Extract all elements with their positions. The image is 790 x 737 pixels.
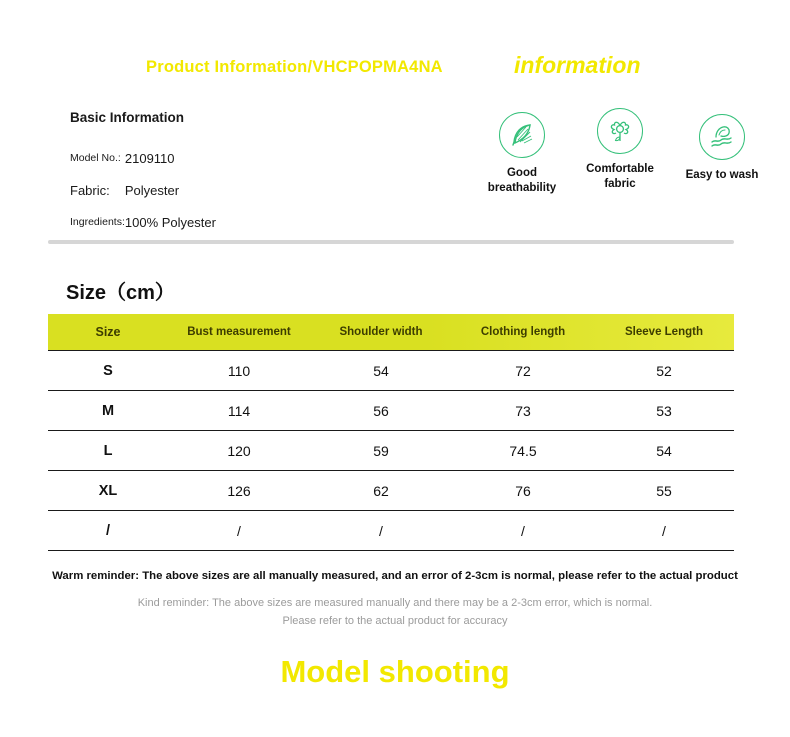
feature-badges xyxy=(470,108,770,218)
table-row xyxy=(48,511,734,551)
column-header-length: Clothing length xyxy=(480,326,566,338)
washing-hand-icon xyxy=(699,114,745,160)
feature-label xyxy=(470,166,574,196)
feature-good-breathability xyxy=(470,112,574,196)
column-header-sleeve: Sleeve Length xyxy=(625,326,703,338)
page-subtitle: information xyxy=(514,52,641,78)
warm-reminder-text: Warm reminder: The above sizes are all manually measured, and an error of 2-3cm is normal, please refer to the actual product xyxy=(52,570,738,582)
cell-bust: 126 xyxy=(168,471,310,511)
feature-comfortable-fabric xyxy=(568,108,672,192)
model-no-label: Model No.: xyxy=(70,152,121,164)
feature-label-line1: Easy to wash xyxy=(685,169,759,181)
feature-label-line2: breathability xyxy=(487,182,557,194)
cell-shoulder: / xyxy=(310,511,452,551)
ingredients-label: Ingredients: xyxy=(70,216,125,228)
column-header-bust: Bust measurement xyxy=(187,326,291,338)
cell-size: L xyxy=(48,431,168,471)
kind-reminder-line1: Kind reminder: The above sizes are measured manually and there may be a 2-3cm error, which is normal. xyxy=(137,597,653,609)
size-chart-table xyxy=(48,314,734,551)
cell-size: M xyxy=(48,391,168,431)
cell-length: / xyxy=(452,511,594,551)
column-header-size: Size xyxy=(95,325,121,339)
fabric-value: Polyester xyxy=(124,182,180,198)
cell-size: XL xyxy=(48,471,168,511)
cell-sleeve: 55 xyxy=(594,471,734,511)
kind-reminder-line2: Please refer to the actual product for accuracy xyxy=(282,615,508,627)
table-row xyxy=(70,142,216,174)
table-row xyxy=(70,174,216,206)
feature-label-line1: Comfortable xyxy=(586,163,654,175)
column-header-shoulder: Shoulder width xyxy=(339,326,423,338)
feature-easy-to-wash xyxy=(670,114,774,183)
kind-reminder-text xyxy=(0,594,790,630)
cell-size: / xyxy=(48,511,168,551)
section-divider xyxy=(48,240,734,244)
basic-information-table xyxy=(70,142,216,238)
table-row xyxy=(48,391,734,431)
cell-bust: / xyxy=(168,511,310,551)
cell-sleeve: 52 xyxy=(594,351,734,391)
feature-label xyxy=(568,162,672,192)
table-row xyxy=(70,206,216,238)
cell-sleeve: 53 xyxy=(594,391,734,431)
feather-breathability-icon xyxy=(499,112,545,158)
feature-label xyxy=(670,168,774,183)
size-section-title: Size（cm） xyxy=(66,282,175,304)
cell-shoulder: 56 xyxy=(310,391,452,431)
cotton-flower-fabric-icon xyxy=(597,108,643,154)
size-table-header-row xyxy=(48,314,734,351)
model-shooting-title: Model shooting xyxy=(280,654,510,689)
basic-information-heading: Basic Information xyxy=(70,110,185,125)
model-no-value: 2109110 xyxy=(124,150,175,166)
cell-bust: 120 xyxy=(168,431,310,471)
page-title: Product Information/VHCPOPMA4NA xyxy=(146,58,443,76)
fabric-label: Fabric: xyxy=(70,182,110,198)
feature-label-line2: fabric xyxy=(604,178,636,190)
cell-sleeve: / xyxy=(594,511,734,551)
table-row xyxy=(48,351,734,391)
cell-length: 72 xyxy=(452,351,594,391)
cell-bust: 110 xyxy=(168,351,310,391)
cell-size: S xyxy=(48,351,168,391)
cell-bust: 114 xyxy=(168,391,310,431)
page-header xyxy=(0,28,790,78)
table-row xyxy=(48,471,734,511)
ingredients-value: 100% Polyester xyxy=(124,214,216,230)
table-row xyxy=(48,431,734,471)
cell-sleeve: 54 xyxy=(594,431,734,471)
cell-shoulder: 54 xyxy=(310,351,452,391)
cell-shoulder: 62 xyxy=(310,471,452,511)
cell-length: 74.5 xyxy=(452,431,594,471)
cell-length: 73 xyxy=(452,391,594,431)
cell-length: 76 xyxy=(452,471,594,511)
feature-label-line1: Good xyxy=(506,167,538,179)
cell-shoulder: 59 xyxy=(310,431,452,471)
